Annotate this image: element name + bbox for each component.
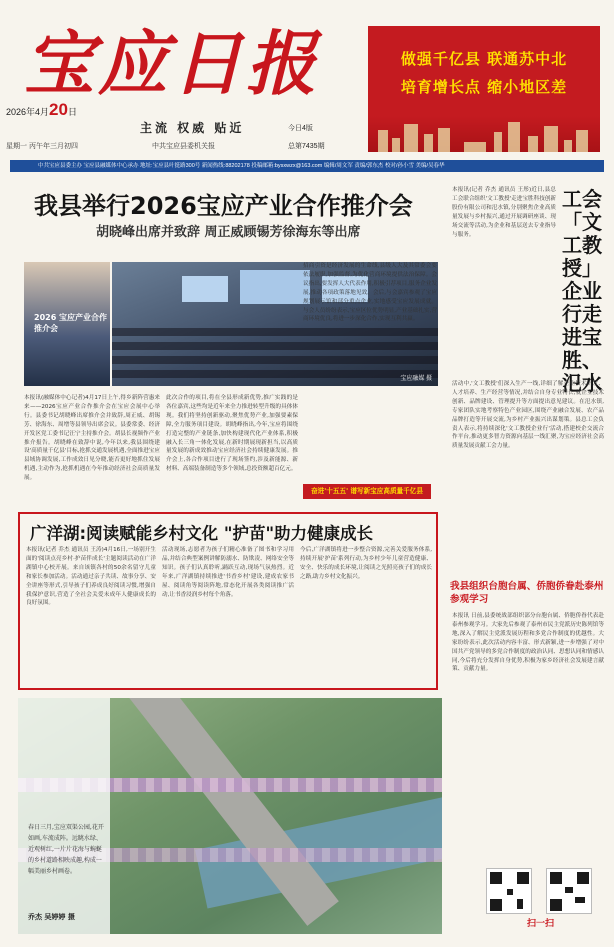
- lead-headline: 我县举行2026宝应产业合作推介会: [34, 192, 413, 220]
- banner-line-2: 培育增长点 缩小地区差: [400, 78, 568, 96]
- banner-line-1: 做强千亿县 联通苏中北: [400, 50, 568, 68]
- date-day: 20: [49, 100, 68, 119]
- feature-column-2: 活动现场,志愿者为孩子们精心准备了图书和学习用品,并结合典型案例讲解防溺水、防欺凌、网络安全等知识。孩子们认真聆听,踊跃互动,现场气氛热烈。近年来,广洋湖镇持续推进'书香乡村'建设,建成农家书屋、阅读角等阅读阵地,常态化开展各类阅读推广活动,让书香浸润乡村每个角落。: [162, 547, 294, 598]
- right-vertical-headline: 工会「文工教授」企业行走进宝胜、氾水: [562, 187, 602, 395]
- paper-name: 宝应日报: [24, 22, 320, 105]
- right-column-1: 本报讯(记者 乔杰 通讯员 王彤)近日,县总工会联合组织'文工教授'走进宝胜科技创新股份有限公司和氾水镇,分别聚焦企业高质量发展与乡村振兴,通过开展调研座谈、现场交流等活动,为企业和基层送去专业指导与服务。: [452, 187, 556, 238]
- slogan: 主流 权威 贴近: [140, 121, 245, 135]
- photo-caption-box: [18, 698, 110, 934]
- lunar-date: 星期一 丙午年三月初四: [6, 143, 78, 150]
- photo-credit-bottom: 乔杰 吴婷婷 摄: [28, 913, 75, 921]
- feature-column-1: 本报讯(记者 乔杰 通讯员 王涛)4月16日,一场别开生面的'阅读点亮乡村·护苗伴成长'主题阅读活动在广洋湖镇中心校开展。来自该镇各村的50余名留守儿童和家长参加活动。活动通过亲子共读、故事分享、安全讲座等形式,引导孩子们养成良好阅读习惯,增强自我保护意识,营造了全社会关爱未成年人健康成长的良好氛围。: [26, 547, 156, 607]
- stage-screen-left: [182, 276, 228, 302]
- qr-code-2[interactable]: [546, 868, 592, 914]
- right-column-3: 本报讯 日前,县委统战部组织部分台胞台属、侨胞侨眷代表赴泰州参观学习。大家先后参观了泰州市民主党派历史陈列馆等地,深入了解民主党派发展历程和多党合作制度的优越性。大家纷纷表示,此次活动内容丰富、形式新颖,进一步增强了对中国共产党领导的多党合作制度的政治认同、思想认同和情感认同,今后将充分发挥自身优势,积极为家乡经济社会发展建言献策、贡献力量。: [452, 613, 604, 673]
- inset-photo: [24, 262, 110, 386]
- campaign-banner: 奋进'十五五' 谱写新宝应高质量千亿县: [303, 484, 431, 499]
- lead-column-1: 本报讯(融媒体中心记者)4月17日上午,得乡新阵营惠来来——2026宝应产业合作推介会在宝应会展中心举行。县委书记胡晓峰出席推介会并致辞,周正威、胡锡芳、徐海东、周增等县领导出席会议。县委常委、经济开发区党工委书记汪宁主持推介会。胡县长视频作产业推介报告。胡晓峰在致辞中说,今年以来,我县围绕建设'高质量千亿县'目标,抢抓交通发展机遇,全面推进宝应县域协调发展,工作成效日见分晓,能否更好地抓住发展机遇,主动作为,抢抓机遇在今年推动经济社会高质量发展。: [24, 395, 160, 482]
- photo-caption: 春日三月,宝应双渠公园,花开如画,车流成阵。远眺水绿、近观树红,一片片花海与蜿蜒的乡村道路相映成趣,构成一幅美丽乡村画卷。: [28, 824, 104, 875]
- date-prefix: 2026年4月: [6, 107, 50, 117]
- edition-count: 今日4版: [288, 125, 313, 132]
- issue-number: 总第7435期: [288, 143, 325, 150]
- banner-skyline-decoration: [368, 116, 600, 152]
- date-line: [6, 100, 77, 120]
- masthead-banner: [368, 26, 600, 152]
- lead-column-2: 此次合作的项目,将在全县形成新优势,推广实践的是各位嘉宾,这些均是近年来全力推进转型升级的具体体现。我们将坚持创新驱动,聚焦优势产业,加强要素保障,全力服务项目建设。胡晓峰指出,今年,宝应将围绕打造完整的产业链条,加快构建现代化产业体系,积极融入长三角一体化发展,在新时期展现新担当,以高质量发展的新成效推动宝应经济社会持续健康发展。推介会上,各合作项目进行了现场签约,涉及新能源、新材料、高端装备制造等多个领域,总投资额超百亿元。: [166, 395, 298, 473]
- stage-screen-center: [240, 270, 310, 304]
- landscape-photo: [18, 698, 442, 934]
- right-headline-2: 我县组织台胞台属、侨胞侨眷赴泰州参观学习: [450, 581, 604, 605]
- right-column-2: 活动中,'文工教授'们深入生产一线,详细了解企业技术研发、人才培养、生产经营等情况,并结合自身专业特长,就企业技术创新、品牌建设、管理提升等方面提出意见建议。在氾水镇,专家团队实地考察特色产业园区,围绕产业融合发展、农产品品牌打造等开展交流,为乡村产业振兴出谋划策。县总工会负责人表示,将持续深化'文工教授企业行'活动,搭建校企交流合作平台,推动更多智力资源向基层一线汇聚,为宝应经济社会高质量发展贡献工会力量。: [452, 381, 604, 450]
- feature-headline: 广洋湖:阅读赋能乡村文化 "护苗"助力健康成长: [30, 524, 374, 543]
- info-bar: 中共宝应县委主办 宝应县融媒体中心承办 地址:宝应县叶挺路300号 新闻热线:88202178 投稿邮箱:bysxwzx@163.com 编辑/周文军 责编/郭东杰 校对/孙小雪 美编/吴春华: [10, 160, 604, 172]
- scan-label: 扫一扫: [527, 919, 555, 929]
- photo-credit: 宝应融媒 摄: [400, 376, 432, 382]
- inset-photo-text: 2026 宝应产业合作推介会: [34, 313, 108, 333]
- qr-code-1[interactable]: [486, 868, 532, 914]
- feature-column-3: 今后,广洋湖镇将进一步整合资源,完善关爱服务体系,持续开展'护苗'系列行动,为乡村少年儿童营造健康、安全、快乐的成长环境,让阅读之光照亮孩子们的成长之路,助力乡村文化振兴。: [300, 547, 432, 580]
- lead-subheadline: 胡晓峰出席并致辞 周正威顾锡芳徐海东等出席: [96, 225, 361, 240]
- date-suffix: 日: [67, 107, 77, 117]
- organ-line: 中共宝应县委机关报: [152, 143, 215, 150]
- lead-column-3: 招商引资是经济发展的生命线,县级人大及其常委会要依法履职,加强监督,为优化营商环境提供法治保障。会议指出,要发挥人大代表作用,积极引荐项目,服务企业发展,推动各项政策落地见效。会后,与会嘉宾参观了宝应规划展示馆和部分重点企业,实地感受宝应发展成就。与会人员纷纷表示,宝应区位优势明显,产业基础扎实,营商环境优良,将进一步深化合作,实现互利共赢。: [303, 263, 437, 323]
